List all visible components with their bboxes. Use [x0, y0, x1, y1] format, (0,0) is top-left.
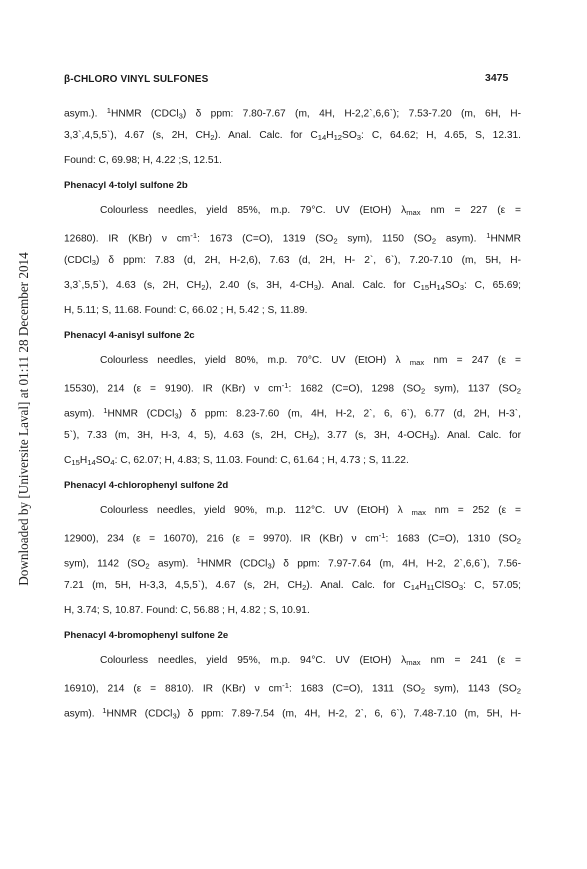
subscript: 2	[302, 582, 307, 592]
subscript: max	[409, 357, 425, 367]
text-run: nm = 227 (ε =	[420, 205, 521, 216]
text-run: Phenacyl 4-anisyl sulfone 2c	[64, 330, 195, 341]
subscript: 3	[429, 432, 434, 442]
text-line	[64, 648, 521, 673]
text-run: Colourless needles, yield 90%, m.p. 112°C. UV (EtOH) λ	[100, 505, 412, 516]
text-run: 7.21 (m, 5H, H-3,3, 4,5,5`), 4.67 (s, 2H, CH	[64, 580, 303, 591]
subscript: 3	[91, 257, 96, 267]
superscript: 1	[486, 231, 491, 240]
page-number: 3475	[485, 72, 509, 84]
text-line	[64, 98, 521, 123]
superscript: -1	[190, 231, 198, 240]
text-run: asym).	[149, 558, 197, 570]
text-run: Colourless needles, yield 85%, m.p. 79°C. UV (EtOH) λ	[100, 205, 407, 216]
text-run: SO	[342, 130, 357, 141]
text-run: : C, 57.05;	[463, 580, 521, 591]
subscript: 3	[178, 111, 183, 121]
subscript: 14	[410, 582, 420, 592]
text-run: HNMR (CDCl	[200, 558, 268, 570]
subscript: 2	[309, 432, 314, 442]
text-run: HNMR (CDCl	[106, 708, 173, 720]
subscript: 2	[145, 561, 150, 571]
text-line	[64, 673, 521, 698]
text-run: (CDCl	[64, 255, 92, 266]
subscript: 15	[71, 457, 80, 467]
text-line	[64, 573, 521, 598]
superscript: 1	[103, 406, 108, 415]
subscript: 3	[174, 411, 179, 421]
text-line	[64, 373, 521, 398]
running-header-title: β-CHLORO VINYL SULFONES	[64, 74, 209, 85]
subscript: 2	[420, 686, 426, 696]
text-run: nm = 241 (ε =	[420, 655, 521, 666]
text-run: asym.).	[64, 108, 107, 120]
text-run: ClSO	[434, 580, 459, 591]
text-line	[64, 348, 521, 373]
text-run: 3,3`,4,5,5`), 4.67 (s, 2H, CH	[64, 130, 211, 141]
text-run: Colourless needles, yield 95%, m.p. 94°C. UV (EtOH) λ	[100, 655, 407, 666]
text-run: H	[429, 280, 437, 291]
subscript: 2	[431, 236, 437, 246]
article-body	[64, 98, 521, 723]
text-run: asym).	[64, 708, 103, 720]
subscript: max	[411, 507, 426, 517]
download-watermark: Downloaded by [Universite Laval] at 01:11 28 December 2014	[16, 252, 31, 586]
text-run: ), 2.40 (s, 3H, 4-CH	[205, 280, 314, 291]
text-run: Phenacyl 4-tolyl sulfone 2b	[64, 180, 188, 191]
superscript: -1	[281, 381, 289, 390]
subscript: 2	[516, 536, 521, 546]
subscript: 2	[210, 132, 215, 142]
text-run: 15530), 214 (ε = 9190). IR (KBr) ν cm	[64, 383, 282, 395]
text-line	[64, 198, 521, 223]
text-run: sym), 1142 (SO	[64, 558, 146, 570]
text-line	[64, 298, 521, 323]
text-line	[64, 273, 521, 298]
text-run: ). Anal. Calc. for C	[214, 130, 318, 141]
subscript: 2	[421, 386, 426, 396]
text-run: asym).	[436, 233, 487, 245]
text-line	[64, 148, 521, 173]
superscript: 1	[102, 706, 107, 715]
text-run: HNMR	[490, 233, 521, 245]
text-run: ). Anal. Calc. for C	[318, 280, 421, 291]
subscript: 3	[458, 582, 464, 592]
text-run: asym).	[64, 408, 104, 420]
text-line	[64, 423, 521, 448]
text-run: : 1673 (C=O), 1319 (SO	[197, 233, 334, 245]
text-run: H, 3.74; S, 10.87. Found: C, 56.88 ; H, 4.82 ; S, 10.91.	[64, 605, 310, 616]
text-run: : 1683 (C=O), 1310 (SO	[385, 533, 517, 545]
text-run: H	[79, 455, 88, 466]
text-run: nm = 252 (ε =	[425, 505, 521, 516]
text-run: HNMR (CDCl	[111, 108, 179, 120]
subscript: 2	[516, 386, 521, 396]
text-run: 16910), 214 (ε = 8810). IR (KBr) ν cm	[64, 683, 283, 695]
subscript: 11	[426, 582, 435, 592]
subscript: 3	[459, 282, 464, 292]
text-run: ) δ ppm: 7.89-7.54 (m, 4H, H-2, 2`, 6, 6`), 7.48-7.10 (m, 5H, H-	[176, 708, 521, 720]
text-run: H	[326, 130, 334, 141]
text-line	[64, 398, 521, 423]
text-line	[64, 248, 521, 273]
text-run: H	[419, 580, 427, 591]
text-run: sym), 1150 (SO	[337, 233, 432, 245]
text-run: ) δ ppm: 8.23-7.60 (m, 4H, H-2, 2`, 6, 6`), 6.77 (d, 2H, H-3`,	[178, 408, 521, 420]
text-run: : C, 64.62; H, 4.65, S, 12.31.	[361, 130, 521, 141]
text-run: : C, 65.69;	[463, 280, 521, 291]
text-run: Colourless needles, yield 80%, m.p. 70°C. UV (EtOH) λ	[100, 355, 410, 366]
text-run: 5`), 7.33 (m, 3H, H-3, 4, 5), 4.63 (s, 2H, CH	[64, 430, 309, 441]
text-run: sym), 1137 (SO	[425, 383, 517, 395]
subscript: 3	[172, 711, 177, 721]
superscript: 1	[106, 106, 111, 115]
subscript: 14	[436, 282, 445, 292]
subscript: 2	[333, 236, 338, 246]
text-run: Found: C, 69.98; H, 4.22 ;S, 12.51.	[64, 155, 223, 166]
superscript: 1	[196, 556, 201, 565]
text-run: H, 5.11; S, 11.68. Found: C, 66.02 ; H, 5.42 ; S, 11.89.	[64, 305, 308, 316]
text-run: 3,3`,5,5`), 4.63 (s, 2H, CH	[64, 280, 202, 291]
subscript: max	[406, 207, 421, 217]
subscript: 14	[87, 457, 96, 467]
text-run: ) δ ppm: 7.97-7.64 (m, 4H, H-2, 2`,6,6`), 7.56-	[271, 558, 521, 570]
subscript: 3	[267, 561, 272, 571]
text-line	[64, 123, 521, 148]
text-line	[64, 448, 521, 473]
subscript: 3	[356, 132, 362, 142]
compound-heading	[64, 473, 521, 498]
subscript: 2	[516, 686, 521, 696]
superscript: -1	[378, 531, 386, 540]
text-run: C	[64, 455, 72, 466]
text-run: 12900), 234 (ε = 16070), 216 (ε = 9970). IR (KBr) ν cm	[64, 533, 379, 545]
text-run: 12680). IR (KBr) ν cm	[64, 233, 191, 245]
text-run: : 1682 (C=O), 1298 (SO	[288, 383, 422, 395]
text-line	[64, 523, 521, 548]
text-run: sym), 1143 (SO	[425, 683, 517, 695]
superscript: -1	[282, 681, 289, 690]
subscript: 3	[313, 282, 318, 292]
text-line	[64, 598, 521, 623]
subscript: 12	[333, 132, 343, 142]
text-run: : C, 62.07; H, 4.83; S, 11.03. Found: C, 61.64 ; H, 4.73 ; S, 11.22.	[114, 455, 409, 466]
text-run: Phenacyl 4-chlorophenyl sulfone 2d	[64, 480, 229, 491]
text-run: SO	[95, 455, 111, 466]
subscript: max	[406, 657, 421, 667]
compound-heading	[64, 623, 521, 648]
text-run: SO	[444, 280, 460, 291]
text-line	[64, 498, 521, 523]
text-run: Phenacyl 4-bromophenyl sulfone 2e	[64, 630, 229, 641]
text-run: ). Anal. Calc. for C	[306, 580, 411, 591]
compound-heading	[64, 323, 521, 348]
compound-heading	[64, 173, 521, 198]
text-run: ). Anal. Calc. for	[433, 430, 521, 441]
subscript: 2	[201, 282, 206, 292]
text-line	[64, 223, 521, 248]
text-run: : 1683 (C=O), 1311 (SO	[288, 683, 421, 695]
text-line	[64, 548, 521, 573]
text-run: ), 3.77 (s, 3H, 4-OCH	[313, 430, 430, 441]
subscript: 15	[420, 282, 430, 292]
text-line	[64, 698, 521, 723]
text-run: ) δ ppm: 7.80-7.67 (m, 4H, H-2,2`,6,6`); 7.53-7.20 (m, 6H, H-	[182, 108, 521, 120]
text-run: nm = 247 (ε =	[424, 355, 521, 366]
subscript: 4	[110, 457, 115, 467]
text-run: ) δ ppm: 7.83 (d, 2H, H-2,6), 7.63 (d, 2H, H- 2`, 6`), 7.20-7.10 (m, 5H, H-	[95, 255, 521, 266]
subscript: 14	[317, 132, 327, 142]
text-run: HNMR (CDCl	[107, 408, 175, 420]
